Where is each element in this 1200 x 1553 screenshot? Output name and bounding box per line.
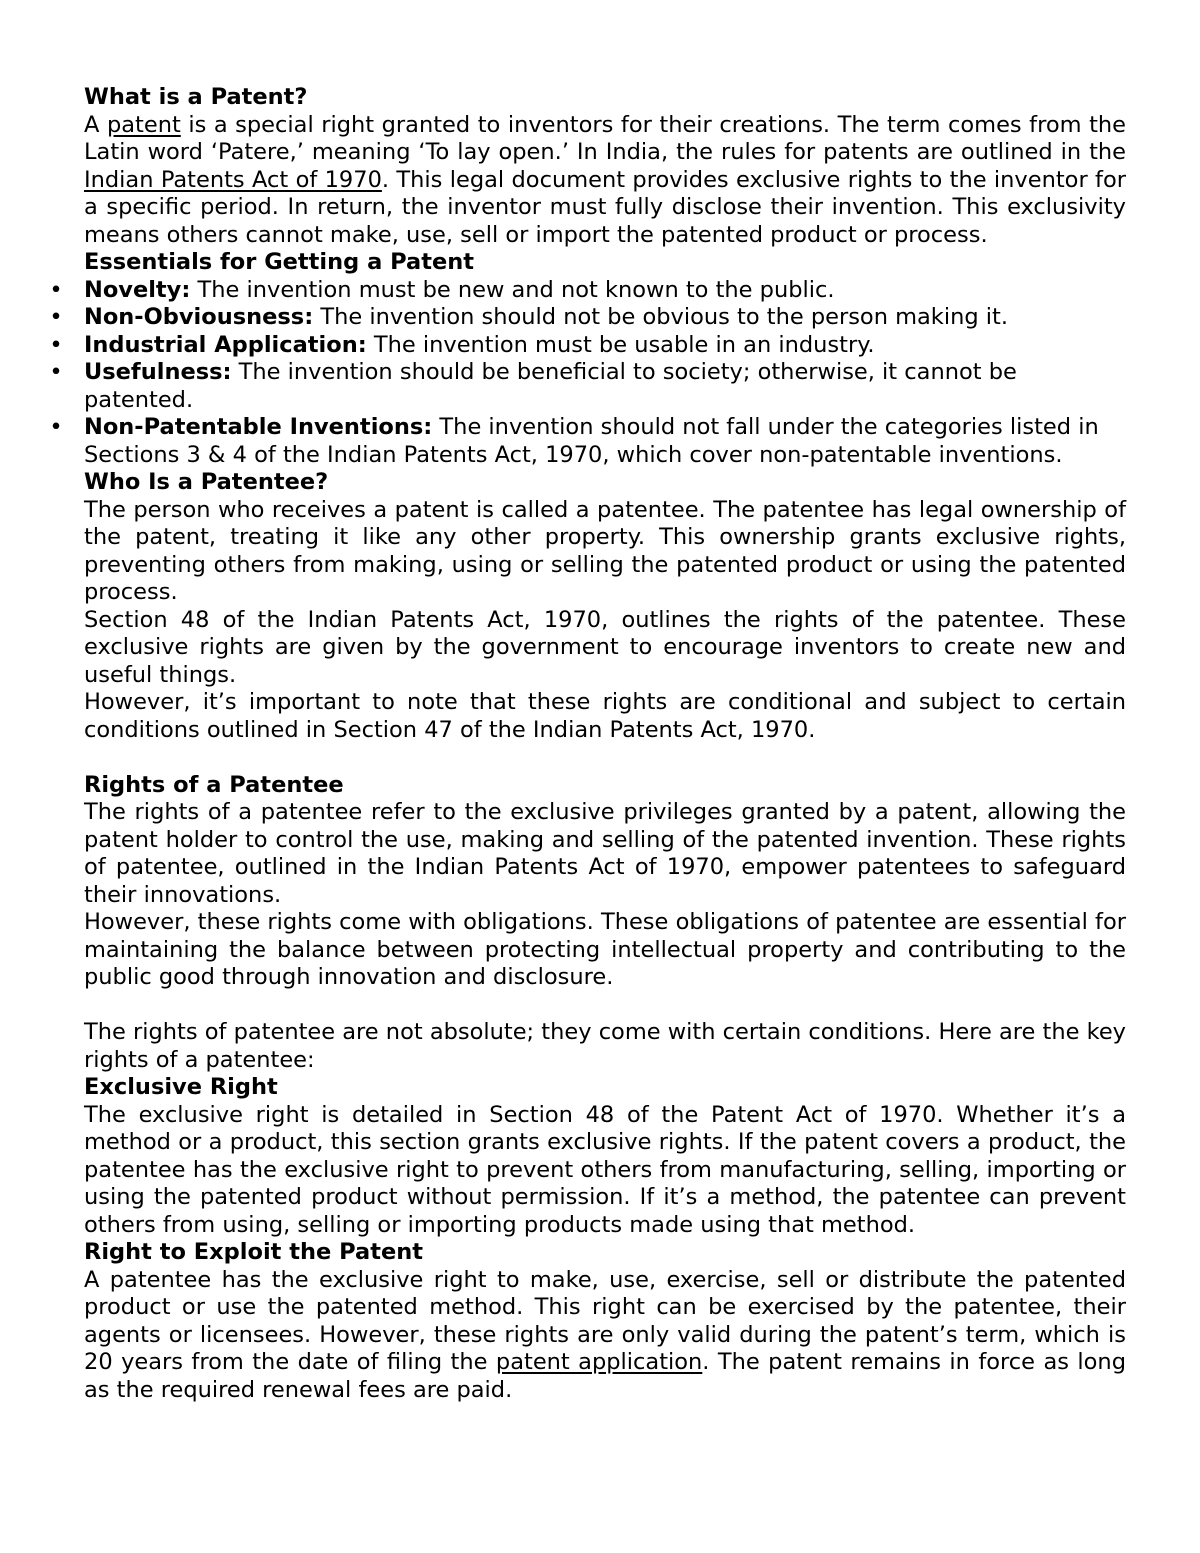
text-fragment: is a special right granted to inventors for their creations. The term comes from the Latin word ‘Patere,’ meaning ‘To lay open.’ In India, the rules for patents are outlined in the (84, 111, 1127, 165)
heading-right-to-exploit: Right to Exploit the Patent (84, 1239, 423, 1265)
paragraph-patentee-2: Section 48 of the Indian Patents Act, 1970, outlines the rights of the patentee. These exclusive rights are given by the government to encourage inventors to create new and useful things. (84, 606, 1126, 688)
list-item (49, 414, 1126, 469)
paragraph-rights-2: However, these rights come with obligations. These obligations of patentee are essential for maintaining the balance between protecting intellectual property and contributing to the public good through innovation and disclosure. (84, 909, 1126, 990)
bullet-icon: • (49, 276, 63, 303)
spacer (84, 744, 1126, 772)
paragraph-patentee-1: The person who receives a patent is called a patentee. The patentee has legal ownership of the patent, treating it like any other property. This ownership grants exclusive rights, preventing others from making, using or selling the patented product or using the patented process. (84, 496, 1126, 605)
item-label: Usefulness: (84, 359, 232, 385)
item-text: The invention must be new and not known to the public. (190, 276, 835, 303)
text-fragment: . The patent remains in force as long as the required renewal fees are paid. (84, 1349, 1126, 1403)
link-indian-patents-act[interactable]: Indian Patents Act of 1970 (84, 166, 382, 193)
spacer (84, 992, 1126, 1020)
essentials-list (49, 276, 1126, 470)
heading-rights-of-patentee: Rights of a Patentee (84, 771, 344, 798)
item-label: Novelty: (84, 276, 191, 303)
paragraph-right-to-exploit (84, 1267, 1126, 1405)
paragraph-rights-1: The rights of a patentee refer to the exclusive privileges granted by a patent, allowing the patent holder to control the use, making and selling of the patented invention. These rights of patentee, outlined in the Indian Patents Act of 1970, empower patentees to safeguard their innovations. (84, 799, 1126, 908)
bullet-icon: • (49, 414, 63, 440)
bullet-icon: • (49, 359, 63, 385)
heading-what-is-patent: What is a Patent? (84, 84, 308, 110)
item-label: Industrial Application: (84, 331, 367, 358)
bullet-icon: • (49, 331, 63, 358)
text-fragment: A (84, 111, 107, 138)
text-fragment: A patentee has the exclusive right to make, use, exercise, sell or distribute the patented product or use the patented method. This right can be exercised by the patentee, their agents or licensees. However, these rights are only valid during the patent’s term, which is 20 years from the date of filing the (84, 1266, 1126, 1375)
list-item (49, 331, 1126, 360)
paragraph-patentee-3: However, it’s important to note that these rights are conditional and subject to certain conditions outlined in Section 47 of the Indian Patents Act, 1970. (84, 689, 1126, 743)
list-item (49, 304, 1126, 332)
item-label: Non-Patentable Inventions: (84, 414, 433, 440)
item-text: The invention should not fall under the categories listed in Sections 3 & 4 of the Indian Patents Act, 1970, which cover non-patentable inventions. (84, 414, 1099, 468)
heading-essentials: Essentials for Getting a Patent (84, 249, 474, 275)
heading-who-is-patentee: Who Is a Patentee? (84, 469, 329, 495)
link-patent[interactable]: patent (106, 111, 181, 138)
list-item (49, 359, 1126, 414)
bullet-icon: • (49, 304, 63, 330)
item-label: Non-Obviousness: (84, 304, 314, 330)
link-patent-application[interactable]: patent application (495, 1349, 703, 1375)
paragraph-patent-definition (84, 112, 1126, 250)
text-fragment: . This legal document provides exclusive rights to the inventor for a specific period. In return, the inventor must fully disclose their invention. This exclusivity means others cannot make, use, sell or import the patented product or process. (84, 166, 1126, 248)
item-text: The invention should be beneficial to society; otherwise, it cannot be patented. (84, 359, 1017, 413)
paragraph-rights-3: The rights of patentee are not absolute; they come with certain conditions. Here are the key rights of a patentee: (84, 1019, 1126, 1073)
paragraph-exclusive-right: The exclusive right is detailed in Section 48 of the Patent Act of 1970. Whether it’s a method or a product, this section grants exclusive rights. If the patent covers a product, the patentee has the exclusive right to prevent others from manufacturing, selling, importing or using the patented product without permission. If it’s a method, the patentee can prevent others from using, selling or importing products made using that method. (84, 1101, 1126, 1238)
item-text: The invention should not be obvious to the person making it. (313, 304, 1009, 330)
heading-exclusive-right: Exclusive Right (84, 1074, 278, 1100)
item-text: The invention must be usable in an industry. (366, 331, 875, 358)
list-item (49, 276, 1126, 305)
